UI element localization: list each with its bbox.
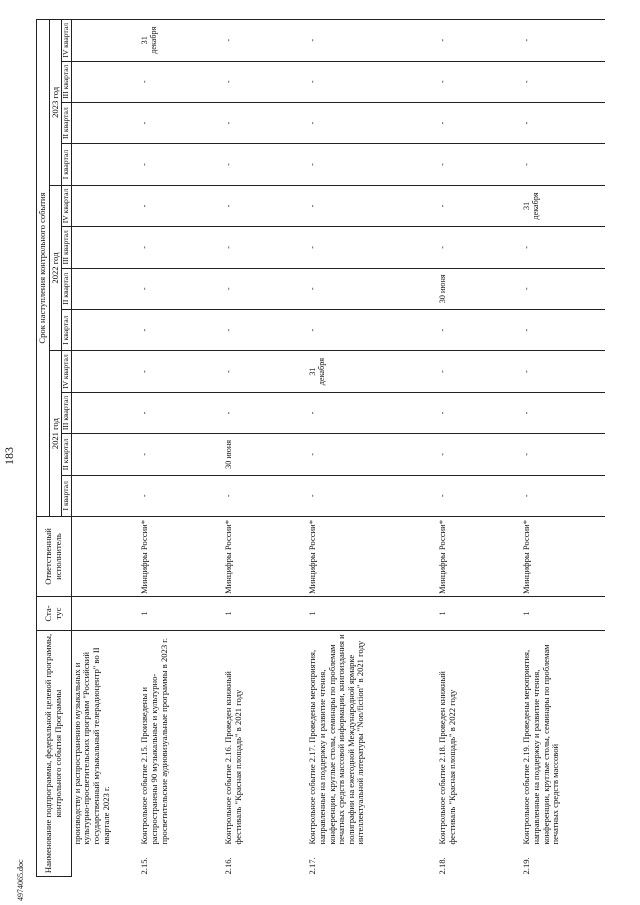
term-cell: - [437, 392, 521, 433]
executor-cell: Минцифры России* [139, 516, 223, 596]
status-cell: 1 [223, 596, 307, 630]
term-cell: - [521, 268, 605, 309]
term-cell: - [223, 102, 307, 143]
header-quarter: II квартал [62, 434, 72, 475]
term-cell: - [139, 351, 223, 392]
header-quarter: II квартал [62, 268, 72, 309]
page-number: 183 [2, 447, 16, 465]
row-number [71, 847, 139, 877]
table-row [307, 20, 437, 877]
term-cell: 31 декабря [521, 185, 605, 226]
table-row [437, 20, 521, 877]
header-quarter: II квартал [62, 102, 72, 143]
term-cell: - [307, 102, 437, 143]
term-cell: - [223, 185, 307, 226]
term-cell: - [521, 309, 605, 350]
executor-cell: Минцифры России* [223, 516, 307, 596]
term-cell: - [521, 227, 605, 268]
term-cell: - [437, 475, 521, 516]
term-cell: - [223, 392, 307, 433]
term-cell: - [223, 227, 307, 268]
term-cell: - [223, 351, 307, 392]
term-cell: - [437, 144, 521, 185]
event-name: Контрольное событие 2.15. Произведены и распространены 90 музыкальные и культурно-просветительские аудиовизуальные программы в 2023 г. [139, 630, 223, 846]
row-number: 2.17. [307, 857, 318, 875]
term-cell [71, 268, 139, 309]
header-executor: Ответственный исполнитель [37, 516, 72, 596]
header-quarter: I квартал [62, 475, 72, 516]
header-quarter: III квартал [62, 61, 72, 102]
term-cell: - [139, 434, 223, 475]
status-cell: 1 [437, 596, 521, 630]
header-status: Ста- тус [37, 596, 72, 630]
term-cell: - [139, 102, 223, 143]
term-cell: 30 июня [223, 434, 307, 475]
header-quarter: I квартал [62, 309, 72, 350]
term-cell: - [521, 102, 605, 143]
term-cell [71, 392, 139, 433]
header-year-2021: 2021 год [49, 351, 62, 517]
term-cell: - [437, 185, 521, 226]
term-cell: - [521, 351, 605, 392]
term-cell: - [437, 61, 521, 102]
header-quarter: I квартал [62, 144, 72, 185]
term-cell: - [307, 185, 437, 226]
event-name: Контрольное событие 2.19. Проведены мероприятия, направленные на поддержку и развитие чтения, конференции, круглые столы, семинары по проблемам печатных средств массовой [521, 630, 605, 846]
term-cell: - [521, 61, 605, 102]
term-cell: - [223, 268, 307, 309]
term-cell [71, 475, 139, 516]
event-name: Контрольное событие 2.17. Проведены мероприятия, направленные на поддержку и развитие чтения, конференции, круглые столы, семинары по проблемам печатных средств массовой информации, книгоиздания и полиграфии на ежегодной Международной ярмарке интеллектуальной литературы "Non/fiction" в 2021 году [307, 630, 437, 846]
header-term: Срок наступления контрольного события [37, 20, 50, 517]
term-cell [71, 227, 139, 268]
event-name: Контрольное событие 2.16. Проведен книжный фестиваль "Красная площадь" в 2021 году [223, 630, 307, 846]
term-cell: - [223, 61, 307, 102]
term-cell: - [223, 309, 307, 350]
term-cell [71, 20, 139, 62]
term-cell [71, 61, 139, 102]
event-name: Контрольное событие 2.18. Проведен книжный фестиваль "Красная площадь" в 2022 году [437, 630, 521, 846]
term-cell: - [437, 434, 521, 475]
term-cell [71, 309, 139, 350]
header-quarter: IV квартал [62, 351, 72, 392]
control-events-table [36, 19, 605, 877]
term-cell: - [139, 475, 223, 516]
term-cell: - [437, 102, 521, 143]
header-year-2022: 2022 год [49, 185, 62, 351]
term-cell: - [139, 61, 223, 102]
event-name: производству и распространению музыкальных и культурно-просветительских программ "Российский государственный музыкальный телерадиоцентр" во II квартале 2023 г. [71, 630, 139, 846]
term-cell: - [437, 20, 521, 62]
term-cell: - [437, 351, 521, 392]
table-row [71, 20, 139, 877]
term-cell: - [521, 392, 605, 433]
term-cell: - [139, 392, 223, 433]
table-row [521, 20, 605, 877]
term-cell: - [307, 61, 437, 102]
executor-cell: Минцифры России* [521, 516, 605, 596]
executor-cell [71, 516, 139, 596]
term-cell: - [139, 144, 223, 185]
status-cell: 1 [139, 596, 223, 630]
term-cell: - [307, 309, 437, 350]
status-cell: 1 [307, 596, 437, 630]
term-cell: - [223, 20, 307, 62]
status-cell [71, 596, 139, 630]
term-cell: - [437, 309, 521, 350]
table-row [223, 20, 307, 877]
table-row [139, 20, 223, 877]
term-cell: 30 июня [437, 268, 521, 309]
executor-cell: Минцифры России* [307, 516, 437, 596]
term-cell: - [139, 268, 223, 309]
term-cell: - [307, 144, 437, 185]
term-cell: - [521, 434, 605, 475]
term-cell: - [223, 144, 307, 185]
header-quarter: III квартал [62, 227, 72, 268]
term-cell: - [307, 227, 437, 268]
term-cell: - [139, 185, 223, 226]
footer-filename: 4974065.doc [16, 859, 25, 901]
term-cell: - [521, 144, 605, 185]
term-cell [71, 434, 139, 475]
term-cell: - [223, 475, 307, 516]
row-number: 2.18. [437, 857, 448, 875]
term-cell [71, 185, 139, 226]
header-name: Наименование подпрограммы, федеральной целевой программы, контрольного события Программы [37, 630, 72, 876]
term-cell: - [521, 475, 605, 516]
row-number: 2.15. [139, 857, 150, 875]
term-cell: - [139, 227, 223, 268]
term-cell [71, 144, 139, 185]
term-cell: - [307, 268, 437, 309]
term-cell: - [307, 392, 437, 433]
term-cell: - [307, 434, 437, 475]
executor-cell: Минцифры России* [437, 516, 521, 596]
term-cell: - [139, 309, 223, 350]
term-cell: 31 декабря [139, 20, 223, 62]
term-cell: - [307, 475, 437, 516]
header-quarter: III квартал [62, 392, 72, 433]
row-number: 2.16. [223, 857, 234, 875]
term-cell: 31 декабря [307, 351, 437, 392]
header-quarter: IV квартал [62, 185, 72, 226]
row-number: 2.19. [521, 857, 532, 875]
term-cell: - [307, 20, 437, 62]
term-cell [71, 102, 139, 143]
header-quarter: IV квартал [62, 20, 72, 62]
status-cell: 1 [521, 596, 605, 630]
header-year-2023: 2023 год [49, 20, 62, 186]
term-cell: - [437, 227, 521, 268]
term-cell [71, 351, 139, 392]
term-cell: - [521, 20, 605, 62]
